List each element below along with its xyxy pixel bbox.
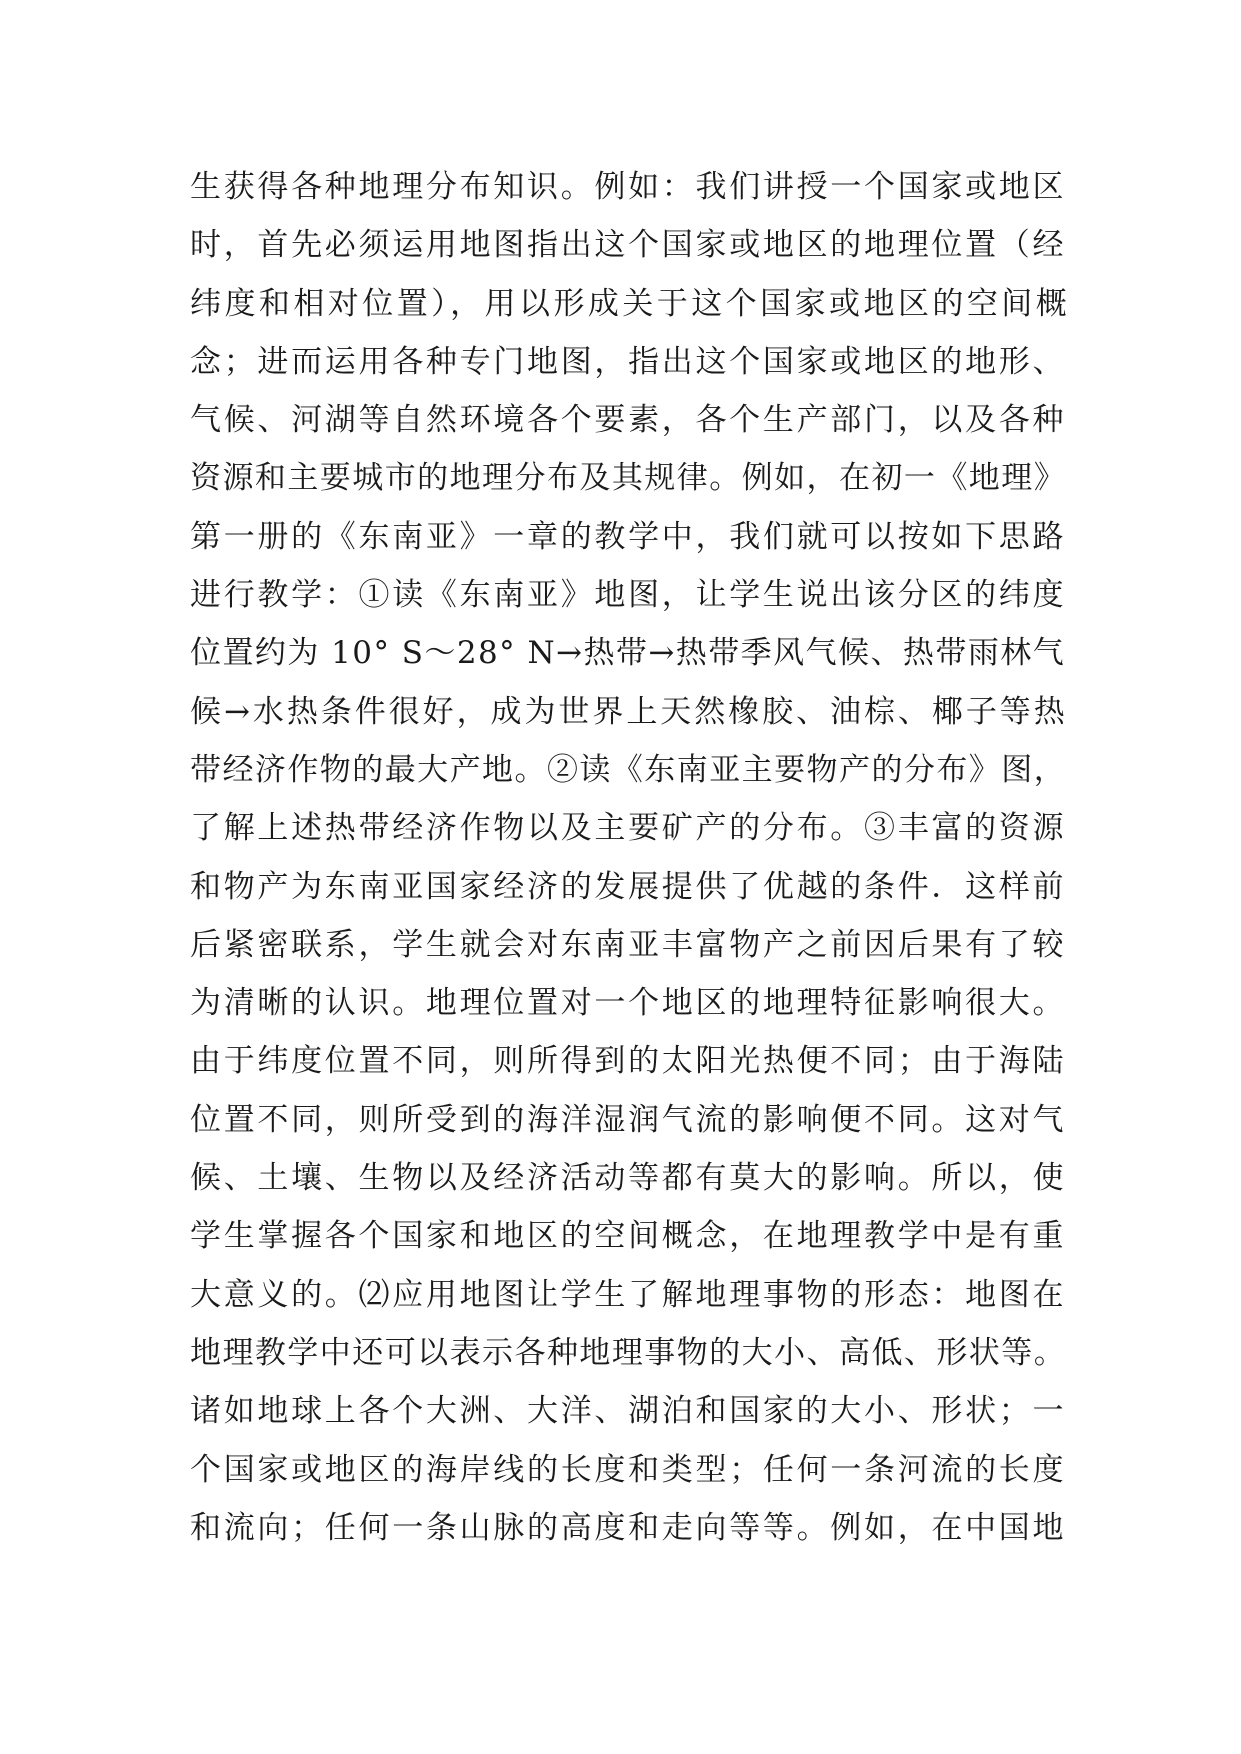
text-line: 和流向；任何一条山脉的高度和走向等等。例如，在中国地 bbox=[190, 1509, 1067, 1546]
text-line: 时，首先必须运用地图指出这个国家或地区的地理位置（经 bbox=[190, 227, 1067, 264]
text-line: 第一册的《东南亚》一章的教学中，我们就可以按如下思路 bbox=[190, 518, 1067, 555]
text-line: 带经济作物的最大产地。②读《东南亚主要物产的分布》图， bbox=[190, 751, 1067, 788]
text-line: 进行教学：①读《东南亚》地图，让学生说出该分区的纬度 bbox=[190, 577, 1067, 614]
text-line: 纬度和相对位置），用以形成关于这个国家或地区的空间概 bbox=[190, 285, 1071, 322]
text-line: 资源和主要城市的地理分布及其规律。例如，在初一《地理》 bbox=[190, 460, 1067, 497]
text-line: 候→水热条件很好，成为世界上天然橡胶、油棕、椰子等热 bbox=[190, 693, 1068, 730]
text-line: 气候、河湖等自然环境各个要素，各个生产部门，以及各种 bbox=[190, 402, 1067, 439]
text-line: 候、土壤、生物以及经济活动等都有莫大的影响。所以，使 bbox=[190, 1160, 1067, 1197]
body-text bbox=[190, 158, 1070, 1557]
text-line: 生获得各种地理分布知识。例如：我们讲授一个国家或地区 bbox=[190, 169, 1067, 205]
text-line: 位置约为 10° S～28° N→热带→热带季风气候、热带雨林气 bbox=[190, 635, 1066, 672]
text-line: 学生掌握各个国家和地区的空间概念，在地理教学中是有重 bbox=[190, 1218, 1067, 1255]
text-line: 诸如地球上各个大洲、大洋、湖泊和国家的大小、形状；一 bbox=[190, 1393, 1067, 1430]
text-line: 位置不同，则所受到的海洋湿润气流的影响便不同。这对气 bbox=[190, 1101, 1067, 1138]
text-line: 地理教学中还可以表示各种地理事物的大小、高低、形状等。 bbox=[190, 1334, 1067, 1371]
text-line: 和物产为东南亚国家经济的发展提供了优越的条件．这样前 bbox=[190, 868, 1067, 905]
text-line: 大意义的。⑵应用地图让学生了解地理事物的形态：地图在 bbox=[190, 1276, 1067, 1313]
text-line: 了解上述热带经济作物以及主要矿产的分布。③丰富的资源 bbox=[190, 810, 1067, 847]
text-line: 为清晰的认识。地理位置对一个地区的地理特征影响很大。 bbox=[190, 985, 1067, 1022]
text-line: 由于纬度位置不同，则所得到的太阳光热便不同；由于海陆 bbox=[190, 1043, 1067, 1080]
text-line: 个国家或地区的海岸线的长度和类型；任何一条河流的长度 bbox=[190, 1451, 1067, 1488]
text-line: 念；进而运用各种专门地图，指出这个国家或地区的地形、 bbox=[190, 343, 1067, 380]
text-line: 后紧密联系，学生就会对东南亚丰富物产之前因后果有了较 bbox=[190, 926, 1067, 963]
